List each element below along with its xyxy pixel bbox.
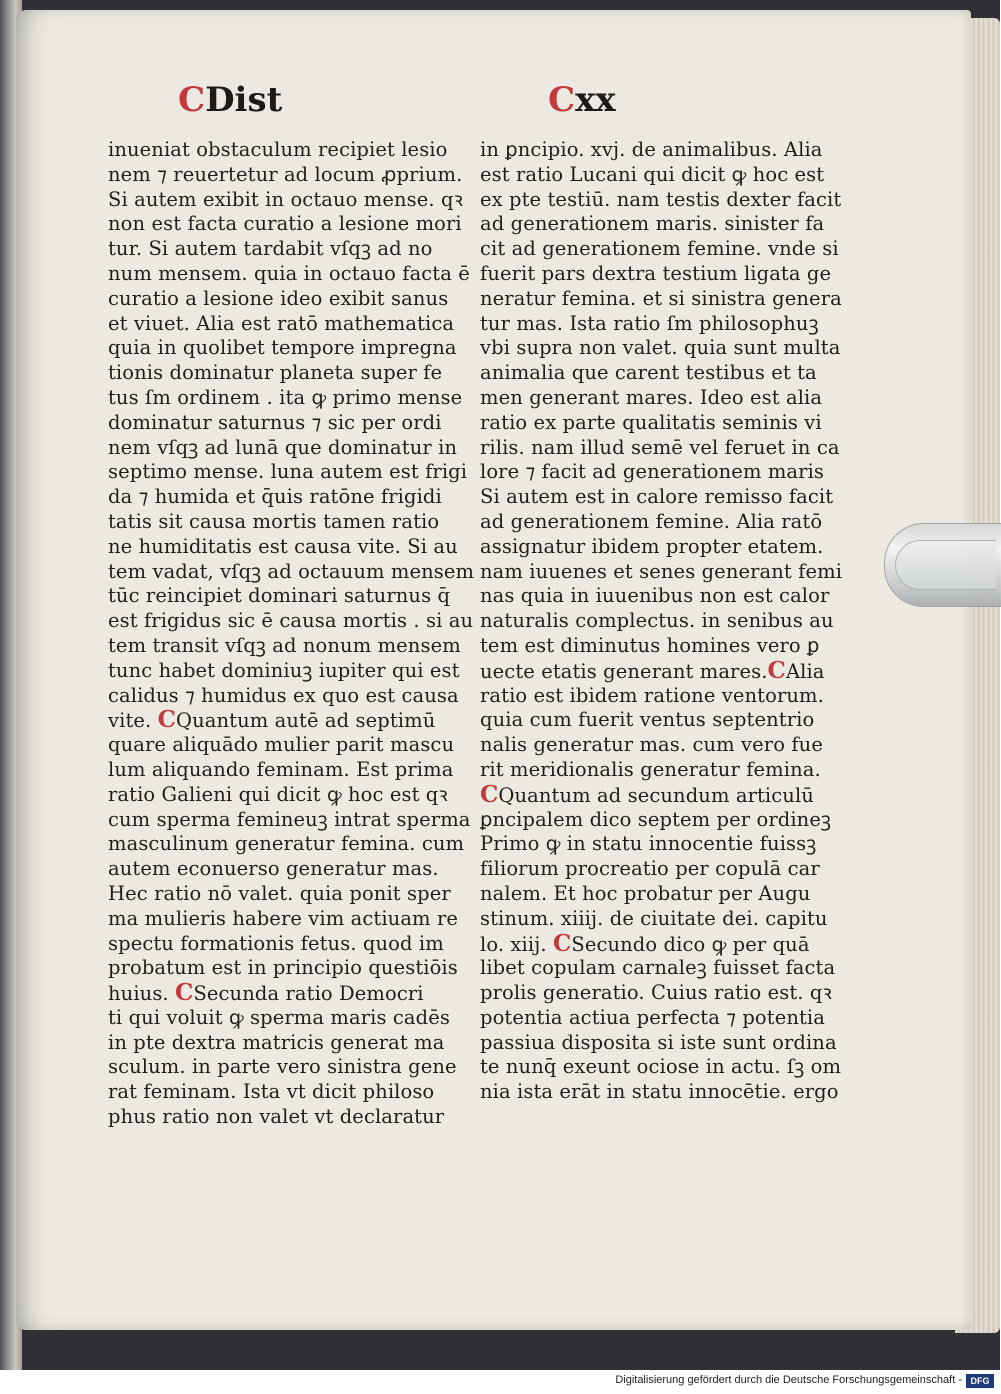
text-line: nalem. Et hoc probatur per Augu (480, 881, 811, 905)
text-line: nem ⁊ reuertetur ad locum ꝓprium. (108, 162, 463, 186)
text-line: nem vſqꝫ ad lunā que dominatur in (108, 435, 458, 459)
text-segment: vite. (108, 709, 152, 733)
rubric-paragraph-mark: C (157, 706, 177, 734)
text-line: masculinum generatur femina. cum (108, 832, 465, 856)
text-line: Primo ꝙ in statu innocentie fuissꝫ (480, 832, 817, 856)
text-line: te nunq̄ exeunt ociose in actu. ſꝫ om (480, 1055, 842, 1079)
text-line: animalia que carent testibus et ta (480, 361, 817, 385)
text-segment: huius. (108, 982, 169, 1006)
running-head-right-initial: C (548, 80, 576, 120)
text-line: septimo mense. luna autem est frigi (108, 460, 468, 484)
rubric-paragraph-mark: C (175, 979, 194, 1007)
text-line: stinum. xiiij. de ciuitate dei. capitu (480, 906, 828, 930)
text-line: vbi supra non valet. quia sunt multa (480, 336, 841, 360)
rubric-paragraph-mark: C (767, 656, 786, 684)
text-segment: Secunda ratio Democri (193, 982, 424, 1006)
footer-credit: Digitalisierung gefördert durch die Deutsche Forschungsgemeinschaft - (615, 1374, 962, 1386)
text-line: ratio Galieni qui dicit ꝙ hoc est qꝛ (108, 782, 448, 806)
text-line: passiua disposita si iste sunt ordina (480, 1030, 837, 1054)
text-line: lore ⁊ facit ad generationem maris (480, 460, 825, 484)
page-clip-inner (895, 540, 996, 590)
running-head-right-text: xx (575, 80, 616, 120)
footer-bar (0, 1370, 1000, 1394)
running-head-right (548, 78, 616, 122)
text-line: ex pte testiū. nam testis dexter facit (480, 187, 842, 211)
text-line: rat feminam. Ista vt dicit philoso (108, 1080, 435, 1104)
text-line: curatio a lesione ideo exibit sanus (108, 286, 449, 310)
text-line: Hec ratio nō valet. quia ponit sper (108, 881, 451, 905)
text-line: calidus ⁊ humidus ex quo est causa (108, 683, 459, 707)
text-line: ad generationem femine. Alia ratō (480, 509, 823, 533)
text-line: tūc reincipiet dominari saturnus q̄ (108, 584, 451, 608)
text-line: num mensem. quia in octauo facta ē (108, 261, 470, 285)
text-line: Si autem est in calore remisso facit (480, 485, 834, 509)
text-line: nas quia in iuuenibus non est calor (480, 584, 830, 608)
running-head-left-text: Dist (205, 80, 283, 120)
text-segment: lo. xiij. (480, 932, 547, 956)
text-line-with-rubric (480, 780, 820, 808)
text-line: libet copulam carnaleꝫ fuisset facta (480, 956, 836, 980)
text-line: naturalis complectus. in senibus au (480, 609, 834, 633)
text-line: tus ſm ordinem . ita ꝙ primo mense (108, 385, 463, 409)
text-line: inueniat obstaculum recipiet lesio (108, 138, 448, 161)
text-line: tionis dominatur planeta super fe (108, 361, 443, 385)
text-line: probatum est in principio questiōis (108, 956, 458, 980)
text-line-with-rubric (480, 656, 825, 684)
running-head-left-initial: C (178, 80, 206, 120)
text-line: in pte dextra matricis generat ma (108, 1030, 445, 1054)
rubric-paragraph-mark: C (480, 780, 499, 808)
text-line: ne humiditatis est causa vite. Si au (108, 534, 458, 558)
text-line: cum sperma femineuꝫ intrat sperma (108, 807, 471, 831)
text-column-right (480, 138, 843, 1105)
text-line: nam iuuenes et senes generant femi (480, 559, 843, 583)
text-line: ꝑncipalem dico septem per ordineꝫ (480, 807, 832, 831)
text-line: tur. Si autem tardabit vſqꝫ ad no (108, 237, 433, 261)
text-line: rilis. nam illud semē vel feruet in ca (480, 435, 840, 459)
text-line: est frigidus sic ē causa mortis . si au (108, 609, 474, 633)
text-line: tur mas. Ista ratio ſm philosophuꝫ (480, 311, 819, 335)
text-line: ti qui voluit ꝙ sperma maris cadēs (108, 1005, 450, 1029)
text-line: rit meridionalis generatur femina. (480, 757, 821, 781)
text-line: quia cum fuerit ventus septentrio (480, 708, 815, 732)
text-line-with-rubric (480, 929, 820, 957)
text-line: non est facta curatio a lesione mori (108, 212, 462, 236)
text-line: filiorum procreatio per copulā car (480, 857, 820, 881)
text-line: tunc habet dominiuꝫ iupiter qui est (108, 658, 460, 682)
text-line: lum aliquando feminam. Est prima (108, 757, 454, 781)
text-segment: uecte etatis generant mares. (480, 659, 768, 683)
rubric-paragraph-mark: C (552, 929, 572, 957)
dfg-logo: DFG (966, 1374, 994, 1388)
text-line: spectu formationis fetus. quod im (108, 931, 444, 955)
text-line: tem est diminutus homines vero ꝑ (480, 633, 820, 657)
page-clip (884, 523, 1001, 607)
text-line: ratio est ibidem ratione ventorum. (480, 683, 824, 707)
text-line: nia ista erāt in statu innocētie. ergo (480, 1080, 839, 1104)
text-line: tatis sit causa mortis tamen ratio (108, 509, 440, 533)
text-line-with-rubric (108, 981, 458, 1006)
text-segment: Alia (785, 659, 825, 683)
text-line-with-rubric (108, 708, 458, 733)
text-line: ma mulieris habere vim actiuam re (108, 906, 459, 930)
text-column-left (108, 138, 475, 1130)
text-line: prolis generatio. Cuius ratio est. qꝛ (480, 981, 832, 1005)
text-line: tem transit vſqꝫ ad nonum mensem (108, 633, 461, 657)
text-segment: Secundo dico ꝙ per quā (571, 932, 810, 956)
text-line: quia in quolibet tempore impregna (108, 336, 457, 360)
text-line: est ratio Lucani qui dicit ꝙ hoc est (480, 162, 825, 186)
text-line: et viuet. Alia est ratō mathematica (108, 311, 455, 335)
text-line: cit ad generationem femine. vnde si (480, 237, 839, 261)
text-segment: Quantum autē ad septimū (176, 709, 436, 733)
text-line: ratio ex parte qualitatis seminis vi (480, 410, 822, 434)
text-line: fuerit pars dextra testium ligata ge (480, 261, 832, 285)
text-line: autem econuerso generatur mas. (108, 857, 439, 881)
text-line: phus ratio non valet vt declaratur (108, 1105, 445, 1129)
text-line: sculum. in parte vero sinistra gene (108, 1055, 457, 1079)
text-line: quare aliquādo mulier parit mascu (108, 733, 455, 757)
text-line: dominatur saturnus ⁊ sic per ordi (108, 410, 442, 434)
text-line: da ⁊ humida et q̄uis ratōne frigidi (108, 485, 442, 509)
text-line: neratur femina. et si sinistra genera (480, 286, 842, 310)
text-line: in ꝑncipio. xvj. de animalibus. Alia (480, 138, 823, 161)
text-line: potentia actiua perfecta ⁊ potentia (480, 1005, 825, 1029)
text-line: tem vadat, vſqꝫ ad octauum mensem (108, 559, 475, 583)
text-line: assignatur ibidem propter etatem. (480, 534, 824, 558)
text-line: nalis generatur mas. cum vero fue (480, 733, 823, 757)
text-line: Si autem exibit in octauo mense. qꝛ (108, 187, 463, 211)
text-line: men generant mares. Ideo est alia (480, 385, 823, 409)
text-line: ad generationem maris. sinister fa (480, 212, 825, 236)
running-head-left (178, 78, 282, 122)
text-segment: Quantum ad secundum articulū (498, 783, 814, 807)
